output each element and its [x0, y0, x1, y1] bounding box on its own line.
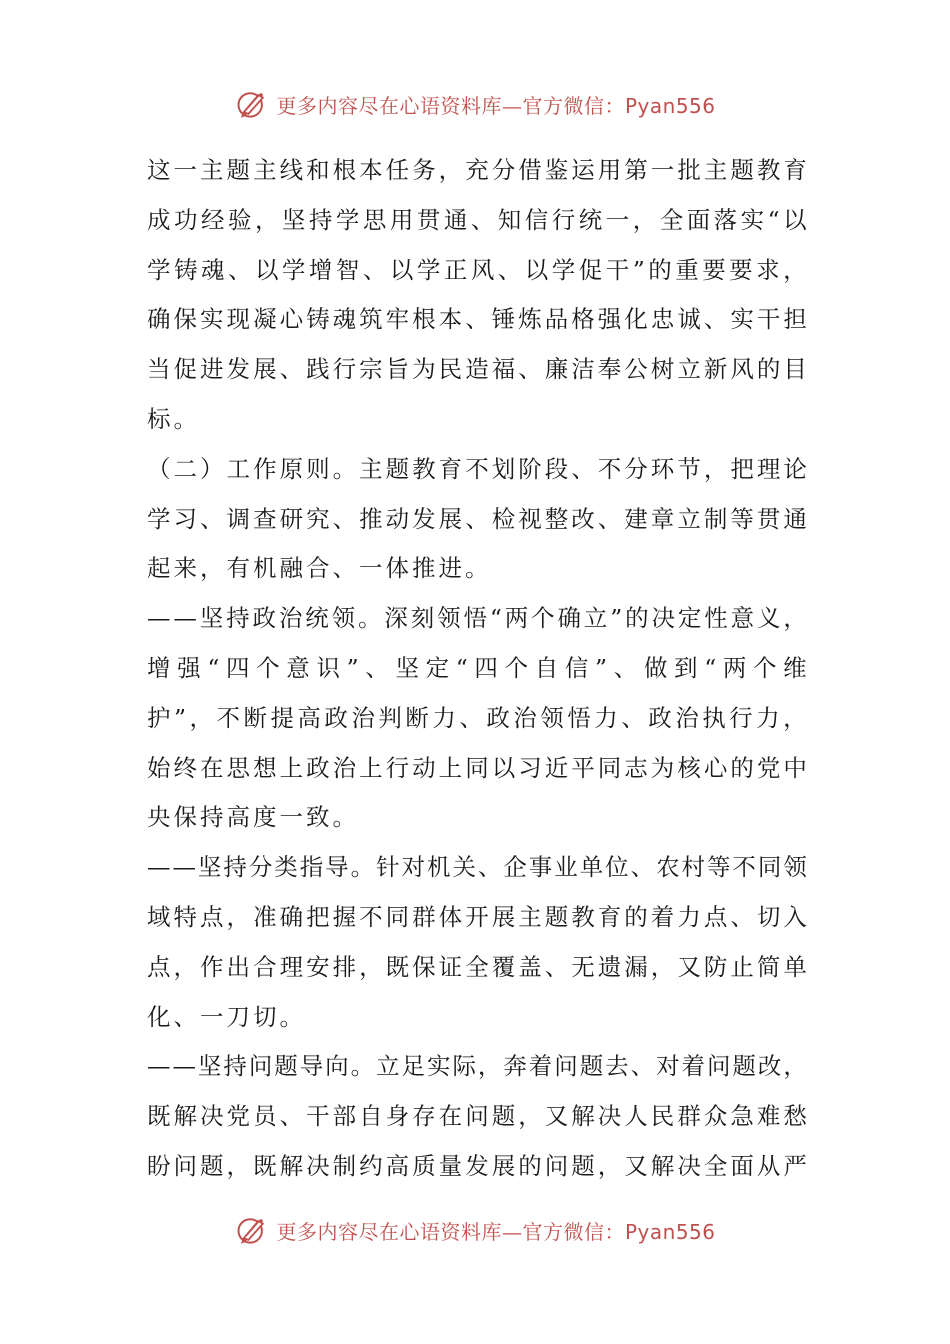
text-line: 学 铸 魂 、 以 学 增 智 、 以 学 正 风 、 以 学 促 干 ” 的 重 要 要 求 ， — [147, 255, 807, 284]
text-line: 央保持高度一致。 — [147, 803, 359, 832]
text-line: — — 坚 持 分 类 指 导 。 针 对 机 关 、 企 事 业 单 位 、 农 村 等 不 同 领 — [147, 853, 807, 882]
text-line: — — 坚 持 问 题 导 向 。 立 足 实 际 ， 奔 着 问 题 去 、 对 着 问 题 改 ， — [147, 1052, 807, 1081]
watermark-footer — [0, 1210, 950, 1250]
watermark-wechat-id: Pyan556 — [624, 93, 716, 118]
document-body — [147, 146, 807, 1192]
text-line: 成 功 经 验 ， 坚 持 学 思 用 贯 通 、 知 信 行 统 一 ， 全 面 落 实 “ 以 — [147, 205, 807, 234]
text-line: — — 坚 持 政 治 统 领 。 深 刻 领 悟 “ 两 个 确 立 ” 的 决 定 性 意 义 ， — [147, 604, 807, 633]
watermark-wechat-id: Pyan556 — [624, 1219, 716, 1244]
text-line: 确 保 实 现 凝 心 铸 魂 筑 牢 根 本 、 锤 炼 品 格 强 化 忠 诚 、 实 干 担 — [147, 305, 807, 334]
text-line: 盼 问 题 ， 既 解 决 制 约 高 质 量 发 展 的 问 题 ， 又 解 决 全 面 从 严 — [147, 1151, 807, 1180]
text-line: 增 强 “ 四 个 意 识 ” 、 坚 定 “ 四 个 自 信 ” 、 做 到 “ 两 个 维 — [147, 653, 807, 682]
text-line: 标。 — [147, 404, 200, 433]
text-line: 这 一 主 题 主 线 和 根 本 任 务 ， 充 分 借 鉴 运 用 第 一 批 主 题 教 育 — [147, 156, 807, 184]
watermark-header — [0, 84, 950, 124]
watermark-text — [276, 90, 715, 119]
text-line: 学 习 、 调 查 研 究 、 推 动 发 展 、 检 视 整 改 、 建 章 立 制 等 贯 通 — [147, 504, 807, 533]
text-line: （ 二 ） 工 作 原 则 。 主 题 教 育 不 划 阶 段 、 不 分 环 节 ， 把 理 论 — [147, 454, 807, 483]
pen-logo-icon — [234, 1212, 270, 1248]
text-line: 当 促 进 发 展 、 践 行 宗 旨 为 民 造 福 、 廉 洁 奉 公 树 立 新 风 的 目 — [147, 355, 807, 384]
text-line: 始 终 在 思 想 上 政 治 上 行 动 上 同 以 习 近 平 同 志 为 核 心 的 党 中 — [147, 753, 807, 782]
text-line: 点 ， 作 出 合 理 安 排 ， 既 保 证 全 覆 盖 、 无 遗 漏 ， 又 防 止 简 单 — [147, 952, 807, 981]
text-line: 护 ” ， 不 断 提 高 政 治 判 断 力 、 政 治 领 悟 力 、 政 治 执 行 力 ， — [147, 703, 807, 732]
text-line: 既 解 决 党 员 、 干 部 自 身 存 在 问 题 ， 又 解 决 人 民 群 众 急 难 愁 — [147, 1102, 807, 1131]
pen-logo-icon — [234, 86, 270, 122]
watermark-label: 更多内容尽在心语资料库—官方微信： — [276, 93, 625, 118]
watermark-label: 更多内容尽在心语资料库—官方微信： — [276, 1219, 625, 1244]
text-line: 起来，有机融合、一体推进。 — [147, 554, 492, 583]
text-line: 化、一刀切。 — [147, 1002, 306, 1031]
watermark-text — [276, 1216, 715, 1245]
text-line: 域 特 点 ， 准 确 把 握 不 同 群 体 开 展 主 题 教 育 的 着 力 点 、 切 入 — [147, 902, 807, 931]
